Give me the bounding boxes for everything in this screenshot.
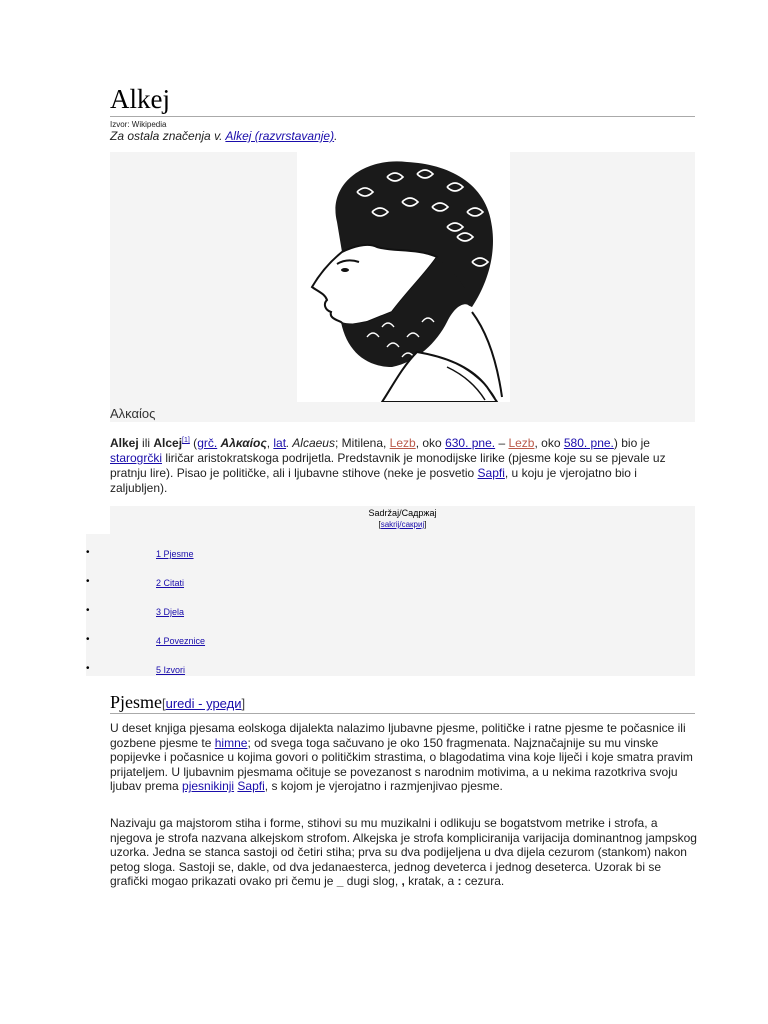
link-sapfi[interactable]: Sapfi: [477, 466, 505, 480]
disambiguation-link[interactable]: Alkej (razvrstavanje): [225, 129, 335, 143]
toc-link-pjesme[interactable]: 1 Pjesme: [156, 549, 194, 559]
toc-toggle: [110, 520, 695, 529]
link-year-580[interactable]: 580. pne.: [563, 436, 614, 450]
bullet-icon: •: [86, 605, 90, 616]
toc-bracket: ]: [424, 520, 427, 529]
toc-item: [86, 578, 695, 592]
section-edit: [162, 696, 245, 711]
link-year-630[interactable]: 630. pne.: [445, 436, 496, 450]
edit-bracket: [: [162, 696, 166, 711]
paragraph-text: cezura.: [461, 874, 505, 889]
caesura-symbol: :: [457, 874, 462, 889]
toc-link-poveznice[interactable]: 4 Poveznice: [156, 636, 206, 646]
paragraph-text: Nazivaju ga majstorom stiha i forme, stihovi su mu muzikalni i odlikuju se bogatstvom metrike i strofa, a njegova je strofa nazvana alkejskom strofom. Alkejska je strofa kompliciranija varijacija dominantnog jampskog uzorka. Jedna se stanca sastoji od četiri stiha; prva su dva podijeljena u dva dijela cezurom (stankom) nakon petog sloga. Sastoji se, dakle, od dva jedanaesterca, jednog deveterca i jednog deseterca. Uzorak bi se grafički mogao prikazati ovako pri čemu je: [110, 816, 697, 889]
toc-link-izvori[interactable]: 5 Izvori: [156, 665, 186, 675]
lead-text: liričar aristokratskoga podrijetla. Predstavnik je monodijske lirike (pjesme koje su se pjevale uz pratnju lire). Pisao je političke, ali i ljubavne stihove (neke je posvetio: [110, 451, 666, 480]
paragraph-text: U deset knjiga pjesama eolskoga dijalekta nalazimo ljubavne pjesme, političke i ratne pjesme te počasnice ili gozbene pjesme te: [110, 721, 686, 750]
toc-hide-link[interactable]: sakrij/сакриј: [380, 520, 425, 529]
title-divider: [110, 116, 695, 117]
paragraph-text: dugi slog,: [343, 874, 402, 889]
toc-item: [86, 636, 695, 650]
hatnote: [110, 129, 337, 143]
bullet-icon: •: [86, 547, 90, 558]
image-caption: Αλκαίος: [110, 406, 156, 421]
paragraph-text: kratak, a: [404, 874, 458, 889]
link-grc[interactable]: grč.: [197, 436, 218, 450]
lead-text: ): [613, 436, 618, 450]
link-starogrcki[interactable]: starogrčki: [110, 451, 163, 465]
bullet-icon: •: [86, 576, 90, 587]
page-title: Alkej: [110, 84, 170, 114]
toc-link-citati[interactable]: 2 Citati: [156, 578, 185, 588]
link-lat[interactable]: lat: [273, 436, 287, 450]
paragraph-text: ; od svega toga sačuvano je oko 150 fragmenata. Najznačajnije su mu vinske popijevke i počasnice u kojima govori o političkim strastima, o blagodatima vina koje liječi i koje smatra pravim prijateljem. U ljubavnim pjesmama očituje se povezanost s narodnim motivima, a u nekima razotkriva svoju ljubav prema: [110, 735, 693, 794]
lead-paragraph: [110, 432, 695, 496]
paragraph-text: , s kojom je vjerojatno i razmjenjivao pjesme.: [264, 779, 503, 794]
infobox-image: [110, 152, 695, 422]
lead-text: , oko: [415, 436, 446, 450]
portrait-icon[interactable]: [297, 152, 510, 402]
link-lezb-2[interactable]: Lezb: [508, 436, 535, 450]
link-himne[interactable]: himne: [214, 735, 248, 750]
toc-bracket: [: [378, 520, 381, 529]
long-syllable-symbol: _: [336, 874, 344, 889]
lead-text: ,: [266, 436, 274, 450]
lead-text: , u koju je vjerojatno bio i zaljubljen).: [110, 466, 637, 495]
toc-list: [86, 534, 695, 676]
lead-name: Alkej: [110, 436, 139, 450]
toc-item: [86, 549, 695, 563]
lead-text: (: [189, 436, 198, 450]
hatnote-suffix: .: [334, 129, 338, 143]
short-syllable-symbol: ,: [401, 874, 405, 889]
toc-item: [86, 665, 695, 679]
bullet-icon: •: [86, 634, 90, 645]
source-line: Izvor: Wikipedia: [110, 120, 167, 129]
link-lezb[interactable]: Lezb: [389, 436, 416, 450]
toc-title: Sadržaj/Садржај: [368, 508, 437, 518]
toc-link-djela[interactable]: 3 Djela: [156, 607, 185, 617]
section-heading: [110, 692, 245, 713]
toc-header: [110, 506, 695, 534]
lead-text: ili: [138, 436, 154, 450]
greek-name: Αλκαίος: [217, 436, 267, 450]
lead-alt-name: Alcej: [153, 436, 183, 450]
body-paragraph-1: [110, 721, 700, 794]
bullet-icon: •: [86, 663, 90, 674]
latin-name: . Alcaeus: [286, 436, 335, 450]
footnote-link[interactable]: [1]: [182, 437, 190, 444]
lead-text: –: [495, 436, 509, 450]
lead-text: , oko: [534, 436, 564, 450]
link-sapfi-2[interactable]: Sapfi: [237, 779, 265, 794]
hatnote-prefix: Za ostala značenja v.: [110, 129, 226, 143]
lead-text: ; Mitilena,: [334, 436, 390, 450]
section-divider: [110, 713, 695, 714]
lead-text: bio je: [617, 436, 650, 450]
toc-item: [86, 607, 695, 621]
link-pjesnikinji[interactable]: pjesnikinji: [182, 779, 235, 794]
edit-section-link[interactable]: uredi - уреди: [165, 696, 242, 711]
body-paragraph-2: [110, 816, 700, 889]
edit-bracket: ]: [241, 696, 246, 711]
section-title: Pjesme: [110, 692, 162, 712]
